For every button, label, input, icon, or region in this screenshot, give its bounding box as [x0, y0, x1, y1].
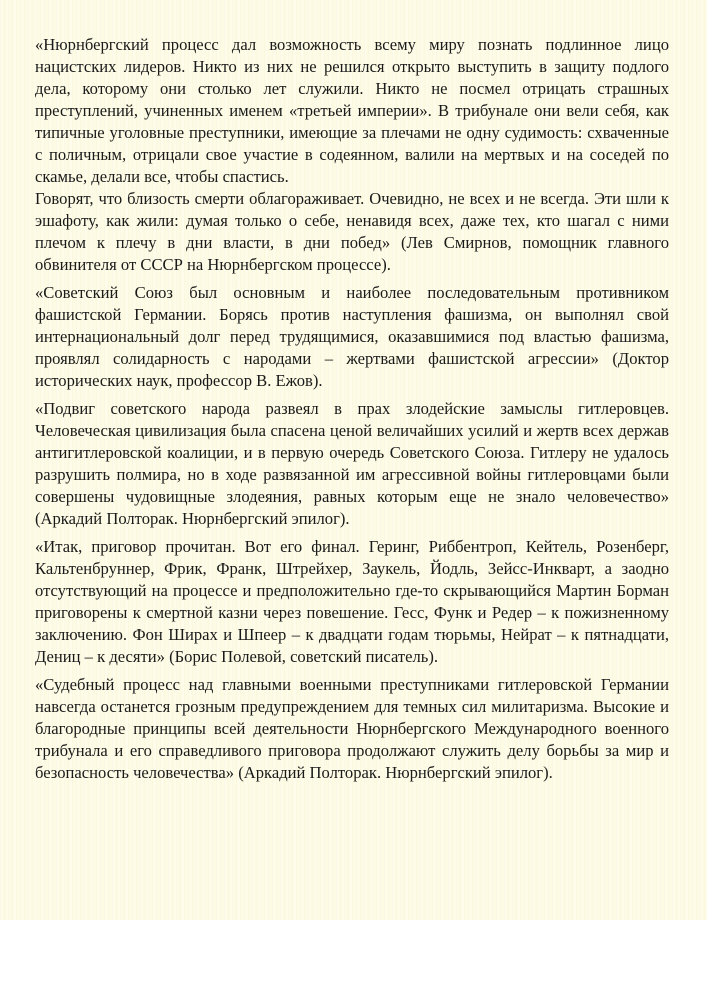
quote-paragraph-poltorak-1 — [35, 398, 669, 530]
quote-paragraph-polevoy — [35, 536, 669, 668]
paragraph-text: «Итак, приговор прочитан. Вот его финал. Геринг, Риббентроп, Кейтель, Розенберг, Кальтенбруннер, Фрик, Франк, Штрейхер, Заукель, Йодль, Зейсс-Инкварт, а заодно отсутствующий на процессе и предположительно где-то скрывающийся Мартин Борман приговорены к смертной казни через повешение. Гесс, Функ и Редер – к пожизненному заключению. Фон Ширах и Шпеер – к двадцати годам тюрьмы, Нейрат – к пятнадцати, Дениц – к десяти» (Борис Полевой, советский писатель). — [35, 537, 669, 666]
document-body — [35, 34, 669, 790]
paragraph-text: «Подвиг советского народа развеял в прах злодейские замыслы гитлеровцев. Человеческая цивилизация была спасена ценой величайших усилий и жертв всех держав антигитлеровской коалиции, и в первую очередь Советского Союза. Гитлеру не удалось разрушить полмира, но в ходе развязанной им агрессивной войны гитлеровцами были совершены чудовищные злодеяния, равных которым еще не знало человечество» (Аркадий Полторак. Нюрнбергский эпилог). — [35, 399, 669, 528]
paragraph-continuation: Говорят, что близость смерти облагораживает. Очевидно, не всех и не всегда. Эти шли к эшафоту, как жили: думая только о себе, ненавидя всех, даже тех, кто шагал с ними плечом к плечу в дни власти, в дни побед» (Лев Смирнов, помощник главного обвинителя от СССР на Нюрнбергском процессе). — [35, 189, 669, 274]
blank-bottom-margin — [0, 920, 707, 1000]
quote-paragraph-poltorak-2 — [35, 674, 669, 784]
quote-paragraph-smirnov — [35, 34, 669, 276]
paragraph-text: «Судебный процесс над главными военными преступниками гитлеровской Германии навсегда останется грозным предупреждением для темных сил милитаризма. Высокие и благородные принципы всей деятельности Нюрнбергского Международного военного трибунала и его справедливого приговора продолжают служить делу борьбы за мир и безопасность человечества» (Аркадий Полторак. Нюрнбергский эпилог). — [35, 675, 669, 782]
paragraph-text: «Советский Союз был основным и наиболее последовательным противником фашистской Германии. Борясь против наступления фашизма, он выполнял свой интернациональный долг перед трудящимися, оказавшимися под властью фашизма, проявлял солидарность с народами – жертвами фашистской агрессии» (Доктор исторических наук, профессор В. Ежов). — [35, 283, 669, 390]
quote-paragraph-ezhov — [35, 282, 669, 392]
paragraph-text: «Нюрнбергский процесс дал возможность всему миру познать подлинное лицо нацистских лидеров. Никто из них не решился открыто выступить в защиту подлого дела, которому они столько лет служили. Никто не посмел отрицать страшных преступлений, учиненных именем «третьей империи». В трибунале они вели себя, как типичные уголовные преступники, имеющие за плечами не одну судимость: схваченные с поличным, отрицали свое участие в содеянном, валили на мертвых и на соседей по скамье, делали все, чтобы спастись. — [35, 35, 669, 186]
